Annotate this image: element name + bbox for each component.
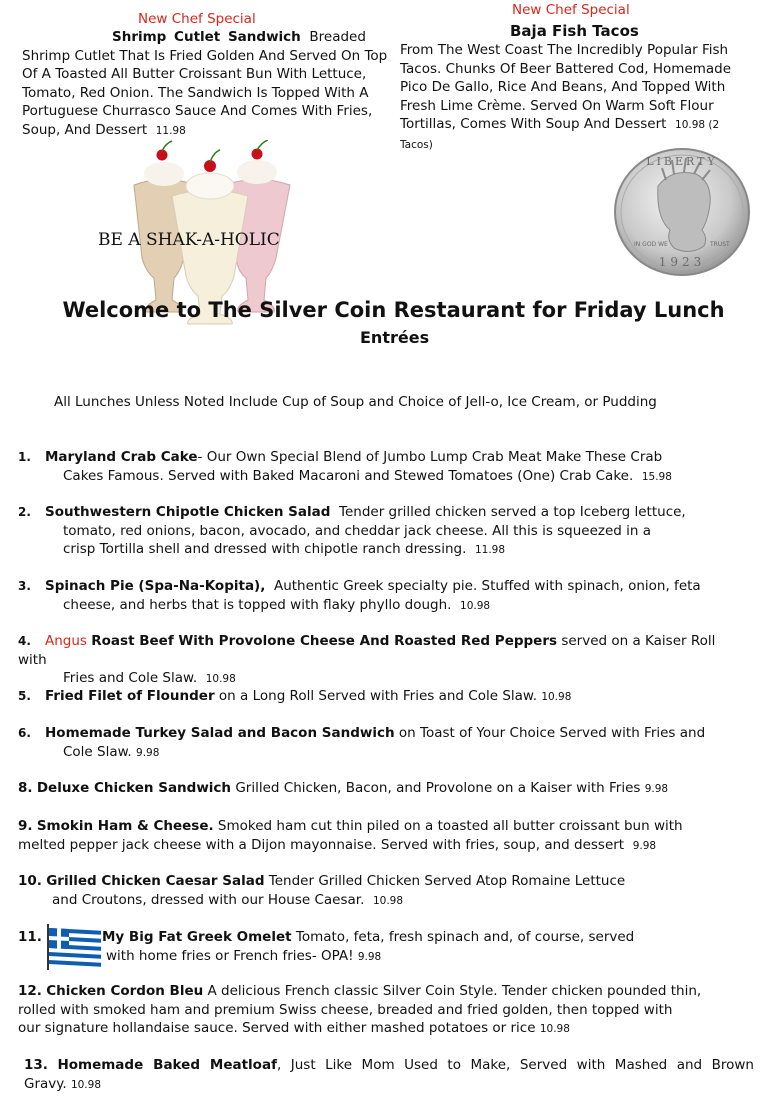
item-price: 15.98 (641, 470, 672, 483)
left-special-label: New Chef Special (138, 11, 256, 27)
item-name: Roast Beef With Provolone Cheese And Roasted Red Peppers (91, 633, 558, 649)
coin-icon (612, 146, 752, 278)
item-desc: crisp Tortilla shell and dressed with chipotle ranch dressing. (63, 541, 467, 557)
item-name: Fried Filet of Flounder (45, 688, 215, 704)
item-desc: Tender Grilled Chicken Served Atop Romaine Lettuce (268, 873, 626, 889)
right-special-desc: From The West Coast The Incredibly Popular Fish Tacos. Chunks Of Beer Battered Cod, Homemade Pico De Gallo, Rice And Beans, And Topped With Fresh Lime Crème. Served On Warm Soft Flour Tortillas, Comes With Soup And Dessert (400, 42, 732, 132)
item-name: Spinach Pie (Spa-Na-Kopita), (45, 578, 266, 594)
right-special-text (400, 41, 738, 154)
menu-item-13 (24, 1056, 754, 1094)
angus-label: Angus (45, 633, 87, 649)
item-desc: Cole Slaw. (63, 743, 132, 760)
menu-item-1 (18, 448, 748, 486)
page-title: Welcome to The Silver Coin Restaurant for Friday Lunch (62, 298, 725, 322)
item-desc: tomato, red onions, bacon, avocado, and cheddar jack cheese. All this is squeezed in a (63, 522, 652, 539)
item-number: 6. (18, 726, 31, 740)
coin-year-text: 1923 (658, 255, 706, 269)
item-number: 5. (18, 689, 31, 703)
lunch-note: All Lunches Unless Noted Include Cup of Soup and Choice of Jell-o, Ice Cream, or Pudding (54, 394, 657, 410)
item-desc: Authentic Greek specialty pie. Stuffed with spinach, onion, feta (273, 578, 701, 594)
left-special-title: Shrimp Cutlet Sandwich (112, 29, 301, 45)
silver-dollar-coin (612, 146, 752, 278)
item-price: 10.98 (460, 599, 491, 612)
item-desc: Grilled Chicken, Bacon, and Provolone on a Kaiser with Fries (235, 780, 641, 796)
item-price: 9.98 (644, 783, 669, 795)
menu-item-10 (18, 872, 748, 910)
item-desc: rolled with smoked ham and premium Swiss cheese, breaded and fried golden, then topped with (18, 1001, 673, 1018)
item-price: 9.98 (632, 839, 657, 852)
item-desc: A delicious French classic Silver Coin Style. Tender chicken pounded thin, (207, 983, 702, 999)
item-number: 1. (18, 450, 31, 464)
item-desc: on Toast of Your Choice Served with Fries and (398, 725, 706, 741)
item-number: 10. (18, 873, 42, 889)
menu-item-3 (18, 577, 748, 615)
item-number: 9. (18, 818, 33, 834)
left-special-price: 11.98 (155, 124, 186, 137)
item-number: 8. (18, 780, 33, 796)
item-desc: on a Long Roll Served with Fries and Cole Slaw. (218, 688, 538, 704)
item-number: 12. (18, 983, 42, 999)
left-special-text (22, 28, 390, 140)
item-name: My Big Fat Greek Omelet (102, 929, 292, 945)
page-subtitle: Entrées (360, 328, 430, 347)
menu-item-2 (18, 503, 748, 560)
coin-liberty-text: LIBERTY (646, 155, 718, 168)
item-desc: Smoked ham cut thin piled on a toasted all butter croissant bun with (217, 818, 683, 834)
menu-item-6 (18, 724, 748, 762)
item-name: Southwestern Chipotle Chicken Salad (45, 504, 331, 520)
item-price: 10.98 (70, 1078, 101, 1091)
item-name: Homemade Turkey Salad and Bacon Sandwich (45, 725, 395, 741)
item-number: 2. (18, 505, 31, 519)
item-price: 9.98 (357, 950, 382, 963)
item-desc: Gravy. (24, 1075, 67, 1092)
item-desc: melted pepper jack cheese with a Dijon mayonnaise. Served with fries, soup, and dessert (18, 836, 625, 853)
item-name: Deluxe Chicken Sandwich (36, 780, 232, 796)
item-price: 10.98 (205, 673, 236, 685)
item-desc: Tender grilled chicken served a top Iceberg lettuce, (339, 504, 686, 520)
item-desc: Cakes Famous. Served with Baked Macaroni and Stewed Tomatoes (One) Crab Cake. (63, 467, 634, 484)
item-desc: and Croutons, dressed with our House Caesar. (52, 891, 365, 908)
item-number: 11. (18, 929, 42, 945)
item-name: Homemade Baked Meatloaf (57, 1057, 277, 1073)
item-price: 10.98 (541, 691, 572, 703)
item-price: 10.98 (539, 1023, 570, 1035)
left-special-desc: Breaded Shrimp Cutlet That Is Fried Golden And Served On Top Of A Toasted All Butter Croissant Bun With Lettuce, Tomato, Red Onion. The Sandwich Is Topped With A Portuguese Churrasco Sauce And Comes With Fries, Soup, And Dessert (22, 29, 388, 138)
menu-item-11 (18, 928, 748, 966)
item-number: 4. (18, 634, 31, 648)
item-name: Smokin Ham & Cheese. (36, 818, 214, 834)
item-price: 11.98 (474, 544, 506, 556)
item-name: Grilled Chicken Caesar Salad (46, 873, 265, 889)
item-desc: Tomato, feta, fresh spinach and, of course, served (295, 929, 635, 945)
right-special-price: 10.98 (2 Tacos) (400, 119, 720, 151)
item-desc: , Just Like Mom Used to Make, Served with Mashed and Brown (276, 1057, 754, 1073)
item-price: 10.98 (372, 894, 404, 907)
item-number: 13. (24, 1057, 48, 1073)
menu-item-12 (18, 982, 758, 1039)
coin-trust-text: TRUST (710, 241, 730, 248)
menu-item-4 (18, 632, 748, 689)
item-name: Chicken Cordon Bleu (46, 983, 204, 999)
item-name: Maryland Crab Cake (45, 449, 198, 465)
item-desc: served on a Kaiser Roll with (18, 633, 716, 668)
item-desc: cheese, and herbs that is topped with flaky phyllo dough. (63, 596, 452, 613)
item-number: 3. (18, 579, 31, 593)
item-desc: our signature hollandaise sauce. Served with either mashed potatoes or rice (18, 1020, 536, 1036)
right-special-label: New Chef Special (512, 2, 630, 18)
right-special-title: Baja Fish Tacos (510, 22, 639, 40)
item-desc: Fries and Cole Slaw. (63, 670, 198, 686)
menu-item-8 (18, 779, 748, 799)
item-desc: - Our Own Special Blend of Jumbo Lump Crab Meat Make These Crab (197, 449, 663, 465)
menu-item-9 (18, 817, 748, 855)
item-price: 9.98 (136, 746, 160, 759)
coin-in-god-text: IN GOD WE (634, 241, 668, 248)
shake-caption: BE A SHAK-A-HOLIC (98, 230, 280, 250)
menu-item-5 (18, 687, 748, 707)
greek-flag-icon (46, 922, 104, 970)
item-desc: with home fries or French fries- OPA! (106, 947, 354, 964)
